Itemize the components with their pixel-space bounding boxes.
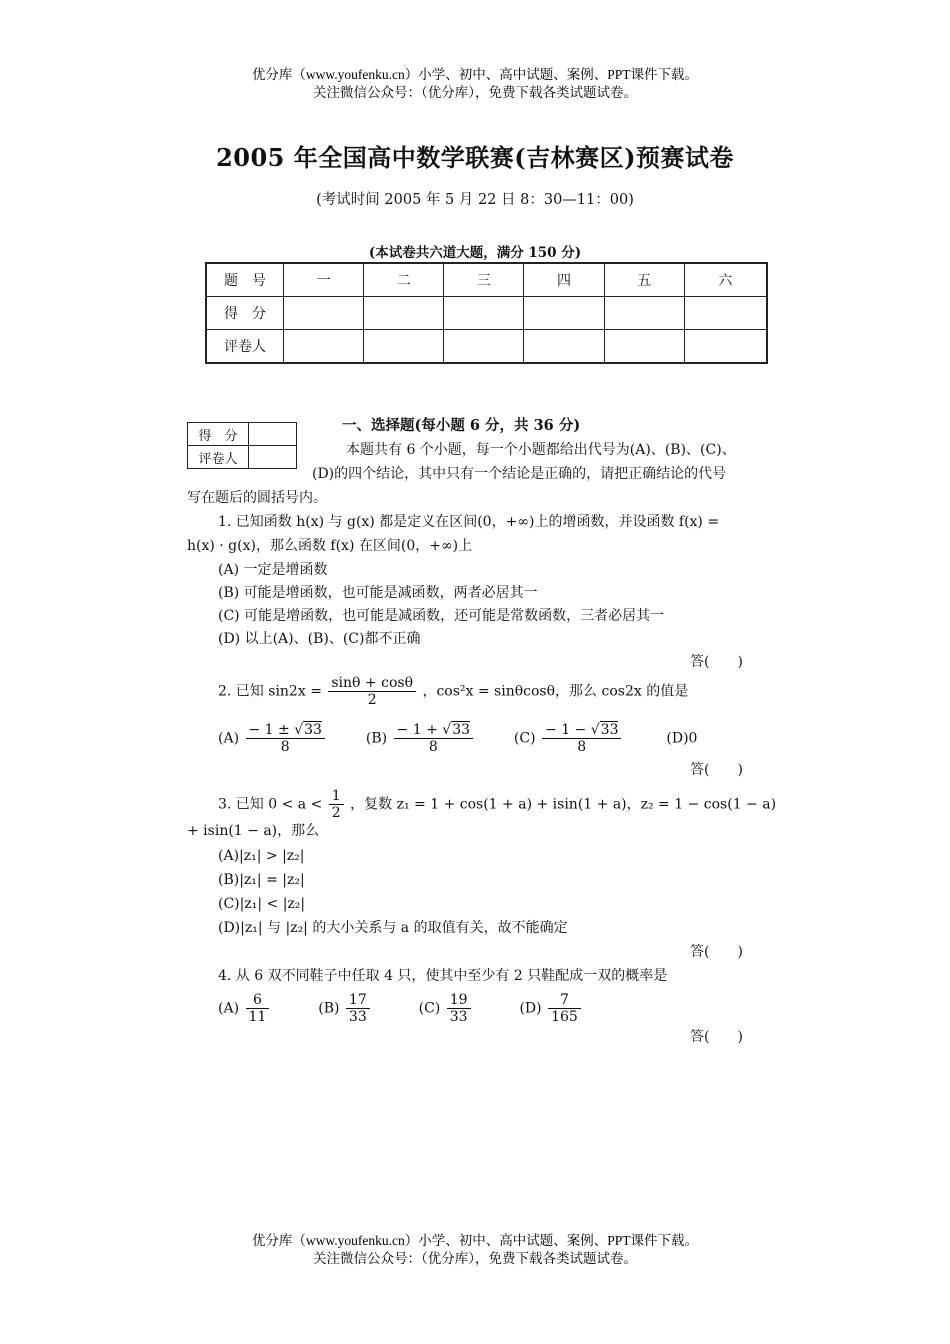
grader-cell: [604, 330, 684, 364]
q4-options: [218, 992, 583, 1025]
q2-c-num: − 1 − √: [545, 722, 600, 738]
grader-cell: [364, 330, 444, 364]
q2-a-label: (A): [218, 730, 240, 747]
q2-b-fraction: [394, 722, 473, 755]
small-cell: [249, 423, 297, 446]
q2-c-label: (C): [513, 730, 536, 747]
row-label-grader: 评卷人: [206, 330, 284, 364]
col-2: 二: [364, 263, 444, 297]
section-title: 一、选择题(每小题 6 分，共 36 分): [342, 417, 581, 434]
q4-a-den: 11: [248, 1009, 267, 1025]
q3-frac-num: 1: [329, 788, 344, 805]
score-cell: [444, 297, 524, 330]
q3-option-b: (B)|z₁| = |z₂|: [218, 872, 305, 888]
small-label-grader: 评卷人: [188, 446, 249, 469]
score-cell: [524, 297, 604, 330]
q2-c-fraction: [542, 722, 621, 755]
section-intro-2: (D)的四个结论，其中只有一个结论是正确的，请把正确结论的代号: [312, 466, 727, 482]
q2-b-num: − 1 + √: [396, 722, 452, 738]
score-row-grader: [206, 330, 767, 364]
q2-options: [218, 722, 697, 755]
score-cell: [684, 297, 767, 330]
col-3: 三: [444, 263, 524, 297]
header-line-2: 关注微信公众号：（优分库），免费下载各类试题试卷。: [313, 85, 637, 100]
q3-stem: [218, 788, 776, 821]
footer-line-2: 关注微信公众号：（优分库），免费下载各类试题试卷。: [313, 1251, 637, 1266]
exam-time: (考试时间 2005 年 5 月 22 日 8：30—11：00): [316, 192, 634, 208]
q4-c-num: 19: [447, 992, 471, 1009]
q2-c-den: 8: [577, 739, 587, 755]
grader-cell: [284, 330, 364, 364]
q1-answer: 答( ): [690, 654, 743, 670]
grader-cell: [684, 330, 767, 364]
q2-answer: 答( ): [690, 762, 743, 778]
score-table: [205, 262, 768, 364]
q4-c-fraction: [447, 992, 471, 1025]
exam-note: (本试卷共六道大题，满分 150 分): [368, 245, 582, 261]
q4-d-den: 165: [551, 1009, 578, 1025]
q4-c-den: 33: [449, 1009, 468, 1025]
q2-a-radicand: 33: [304, 722, 322, 738]
q2-fraction: [328, 675, 416, 708]
q2-option-d: (D)0: [666, 730, 698, 747]
q1-option-d: (D) 以上(A)、(B)、(C)都不正确: [218, 631, 421, 647]
grader-cell: [444, 330, 524, 364]
q2-stem: [218, 675, 688, 708]
q3-suffix: ，复数 z₁ = 1 + cos(1 + a) + isin(1 + a)，z₂ = 1 − cos(1 − a): [350, 796, 777, 813]
q4-b-label: (B): [318, 1000, 340, 1017]
header-line-1: 优分库（www.youfenku.cn）小学、初中、高中试题、案例、PPT课件下载。: [251, 67, 699, 82]
q3-frac-den: 2: [331, 805, 341, 821]
q3-fraction: [329, 788, 344, 821]
score-cell: [284, 297, 364, 330]
score-row-score: [206, 297, 767, 330]
q2-frac-num: sinθ + cosθ: [328, 675, 416, 692]
q2-b-den: 8: [428, 739, 438, 755]
q4-a-num: 6: [246, 992, 270, 1009]
footer-line-1: 优分库（www.youfenku.cn）小学、初中、高中试题、案例、PPT课件下载。: [251, 1233, 699, 1248]
q3-option-a: (A)|z₁| > |z₂|: [218, 848, 305, 864]
q4-d-num: 7: [548, 992, 581, 1009]
small-cell: [249, 446, 297, 469]
score-cell: [364, 297, 444, 330]
q1-option-b: (B) 可能是增函数，也可能是减函数，两者必居其一: [218, 585, 538, 601]
grader-cell: [524, 330, 604, 364]
section-intro-1: 本题共有 6 个小题，每一个小题都给出代号为(A)、(B)、(C)、: [346, 442, 736, 458]
q1-option-c: (C) 可能是增函数，也可能是减函数，还可能是常数函数，三者必居其一: [218, 608, 665, 624]
q4-b-den: 33: [348, 1009, 367, 1025]
col-4: 四: [524, 263, 604, 297]
q2-prefix: 2. 已知 sin2x =: [218, 683, 322, 700]
q3-answer: 答( ): [690, 944, 743, 960]
q3-option-c: (C)|z₁| < |z₂|: [218, 896, 306, 912]
q2-b-label: (B): [365, 730, 388, 747]
small-label-score: 得 分: [188, 423, 249, 446]
page-title: 2005 年全国高中数学联赛(吉林赛区)预赛试卷: [216, 143, 734, 172]
q2-c-radicand: 33: [600, 722, 619, 738]
section-intro-3: 写在题后的圆括号内。: [187, 490, 327, 506]
q4-d-fraction: [548, 992, 581, 1025]
q3-line-2: + isin(1 − a)，那么: [187, 823, 320, 839]
q4-a-fraction: [246, 992, 270, 1025]
q4-stem: 4. 从 6 双不同鞋子中任取 4 只，使其中至少有 2 只鞋配成一双的概率是: [218, 968, 668, 984]
q4-c-label: (C): [418, 1000, 441, 1017]
row-label-number: 题 号: [206, 263, 284, 297]
q2-suffix: ，cos²x = sinθcosθ，那么 cos2x 的值是: [422, 683, 689, 700]
q4-b-num: 17: [346, 992, 370, 1009]
col-6: 六: [684, 263, 767, 297]
score-row-number: [206, 263, 767, 297]
row-label-score: 得 分: [206, 297, 284, 330]
q1-line-1: 1. 已知函数 h(x) 与 g(x) 都是定义在区间(0，+∞)上的增函数，并设函数 f(x) =: [218, 514, 720, 530]
q2-a-fraction: [246, 722, 325, 755]
q4-b-fraction: [346, 992, 370, 1025]
q2-frac-den: 2: [367, 692, 377, 708]
q3-option-d: (D)|z₁| 与 |z₂| 的大小关系与 a 的取值有关，故不能确定: [218, 920, 568, 936]
q1-line-2: h(x) · g(x)，那么函数 f(x) 在区间(0，+∞)上: [187, 538, 473, 554]
q3-prefix: 3. 已知 0 < a <: [218, 796, 323, 813]
q2-a-num: − 1 ± √: [248, 722, 304, 738]
col-1: 一: [284, 263, 364, 297]
q2-a-den: 8: [280, 739, 290, 755]
col-5: 五: [604, 263, 684, 297]
q4-answer: 答( ): [690, 1029, 743, 1045]
q1-option-a: (A) 一定是增函数: [218, 562, 328, 578]
section-score-table: [187, 422, 297, 469]
q4-a-label: (A): [218, 1000, 240, 1017]
score-cell: [604, 297, 684, 330]
q2-b-radicand: 33: [452, 722, 471, 738]
q4-d-label: (D): [519, 1000, 542, 1017]
